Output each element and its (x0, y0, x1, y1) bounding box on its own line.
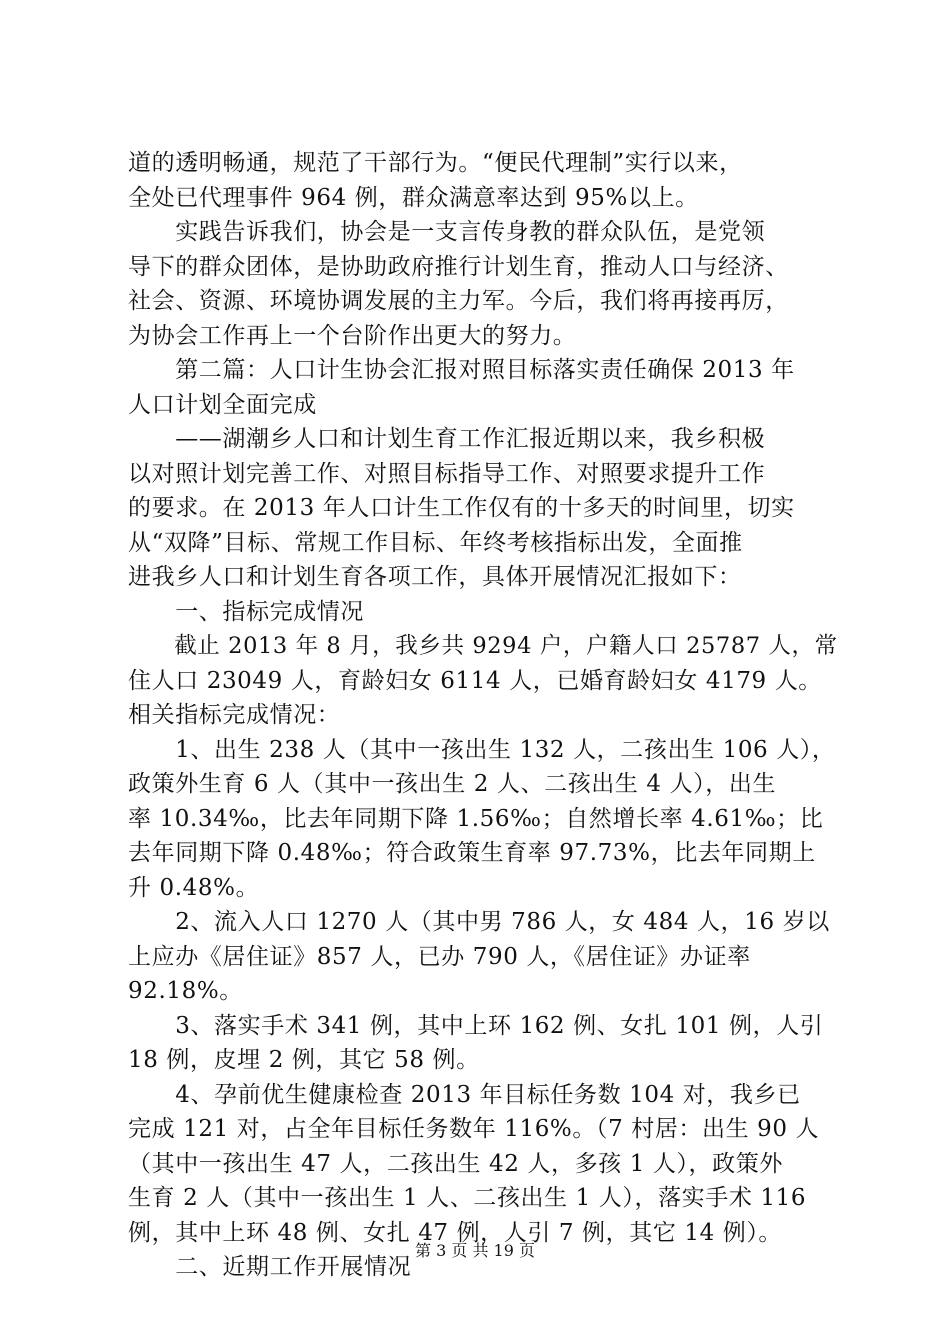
text-line: 二、近期工作开展情况 (128, 1254, 412, 1280)
text-line: 人口计划全面完成 (128, 391, 317, 418)
text-line: 住人口 23049 人，育龄妇女 6114 人，已婚育龄妇女 4179 人。 (128, 667, 822, 694)
text-line: 18 例，皮埋 2 例，其它 58 例。 (128, 1047, 480, 1073)
text-line: 2、流入人口 1270 人（其中男 786 人，女 484 人，16 岁以 (128, 909, 830, 935)
text-line: 完成 121 对，占全年目标任务数年 116%。（7 村居：出生 90 人 (128, 1116, 820, 1142)
text-line: 截止 2013 年 8 月，我乡共 9294 户，户籍人口 25787 人，常 (128, 633, 838, 659)
text-line: 4、孕前优生健康检查 2013 年目标任务数 104 对，我乡已 (128, 1081, 801, 1108)
page-footer: 第 3 页 共 19 页 (415, 1241, 535, 1260)
text-line: 以对照计划完善工作、对照目标指导工作、对照要求提升工作 (128, 460, 766, 487)
text-line: 导下的群众团体，是协助政府推行计划生育，推动人口与经济、 (128, 253, 789, 280)
text-line: 例，其中上环 48 例、女扎 47 例，人引 7 例，其它 14 例）。 (128, 1219, 783, 1246)
text-line: 率 10.34‰，比去年同期下降 1.56‰；自然增长率 4.61‰；比 (128, 805, 824, 832)
text-line: 第二篇：人口计生协会汇报对照目标落实责任确保 2013 年 (128, 357, 795, 383)
text-line: 1、出生 238 人（其中一孩出生 132 人，二孩出生 106 人）， (128, 736, 836, 763)
text-line: 实践告诉我们，协会是一支言传身教的群众队伍，是党领 (128, 219, 766, 245)
text-line: 全处已代理事件 964 例，群众满意率达到 95%以上。 (128, 184, 699, 211)
text-line: 生育 2 人（其中一孩出生 1 人、二孩出生 1 人），落实手术 116 (128, 1185, 807, 1211)
text-line: 上应办《居住证》857 人，已办 790 人，《居住证》办证率 (128, 943, 751, 970)
text-line: 一、指标完成情况 (128, 598, 364, 625)
text-line: 相关指标完成情况： (128, 702, 341, 728)
text-line: 政策外生育 6 人（其中一孩出生 2 人、二孩出生 4 人），出生 (128, 771, 777, 797)
text-line: 社会、资源、环境协调发展的主力军。今后，我们将再接再厉， (128, 288, 789, 314)
text-line: 从“双降”目标、常规工作目标、年终考核指标出发，全面推 (128, 529, 743, 556)
text-line: 的要求。在 2013 年人口计生工作仅有的十多天的时间里，切实 (128, 495, 795, 521)
document-body (128, 146, 838, 1285)
text-line: 道的透明畅通，规范了干部行为。“便民代理制”实行以来， (128, 150, 743, 176)
text-line: 3、落实手术 341 例，其中上环 162 例、女扎 101 例，人引 (128, 1012, 824, 1039)
text-line: 92.18%。 (128, 978, 243, 1004)
text-line: ——湖潮乡人口和计划生育工作汇报近期以来，我乡积极 (128, 426, 766, 452)
text-line: （其中一孩出生 47 人，二孩出生 42 人，多孩 1 人），政策外 (128, 1150, 783, 1177)
text-line: 为协会工作再上一个台阶作出更大的努力。 (128, 322, 577, 349)
text-line: 进我乡人口和计划生育各项工作，具体开展情况汇报如下： (128, 564, 742, 590)
text-line: 升 0.48%。 (128, 874, 260, 901)
text-line: 去年同期下降 0.48‰；符合政策生育率 97.73%，比去年同期上 (128, 840, 816, 866)
